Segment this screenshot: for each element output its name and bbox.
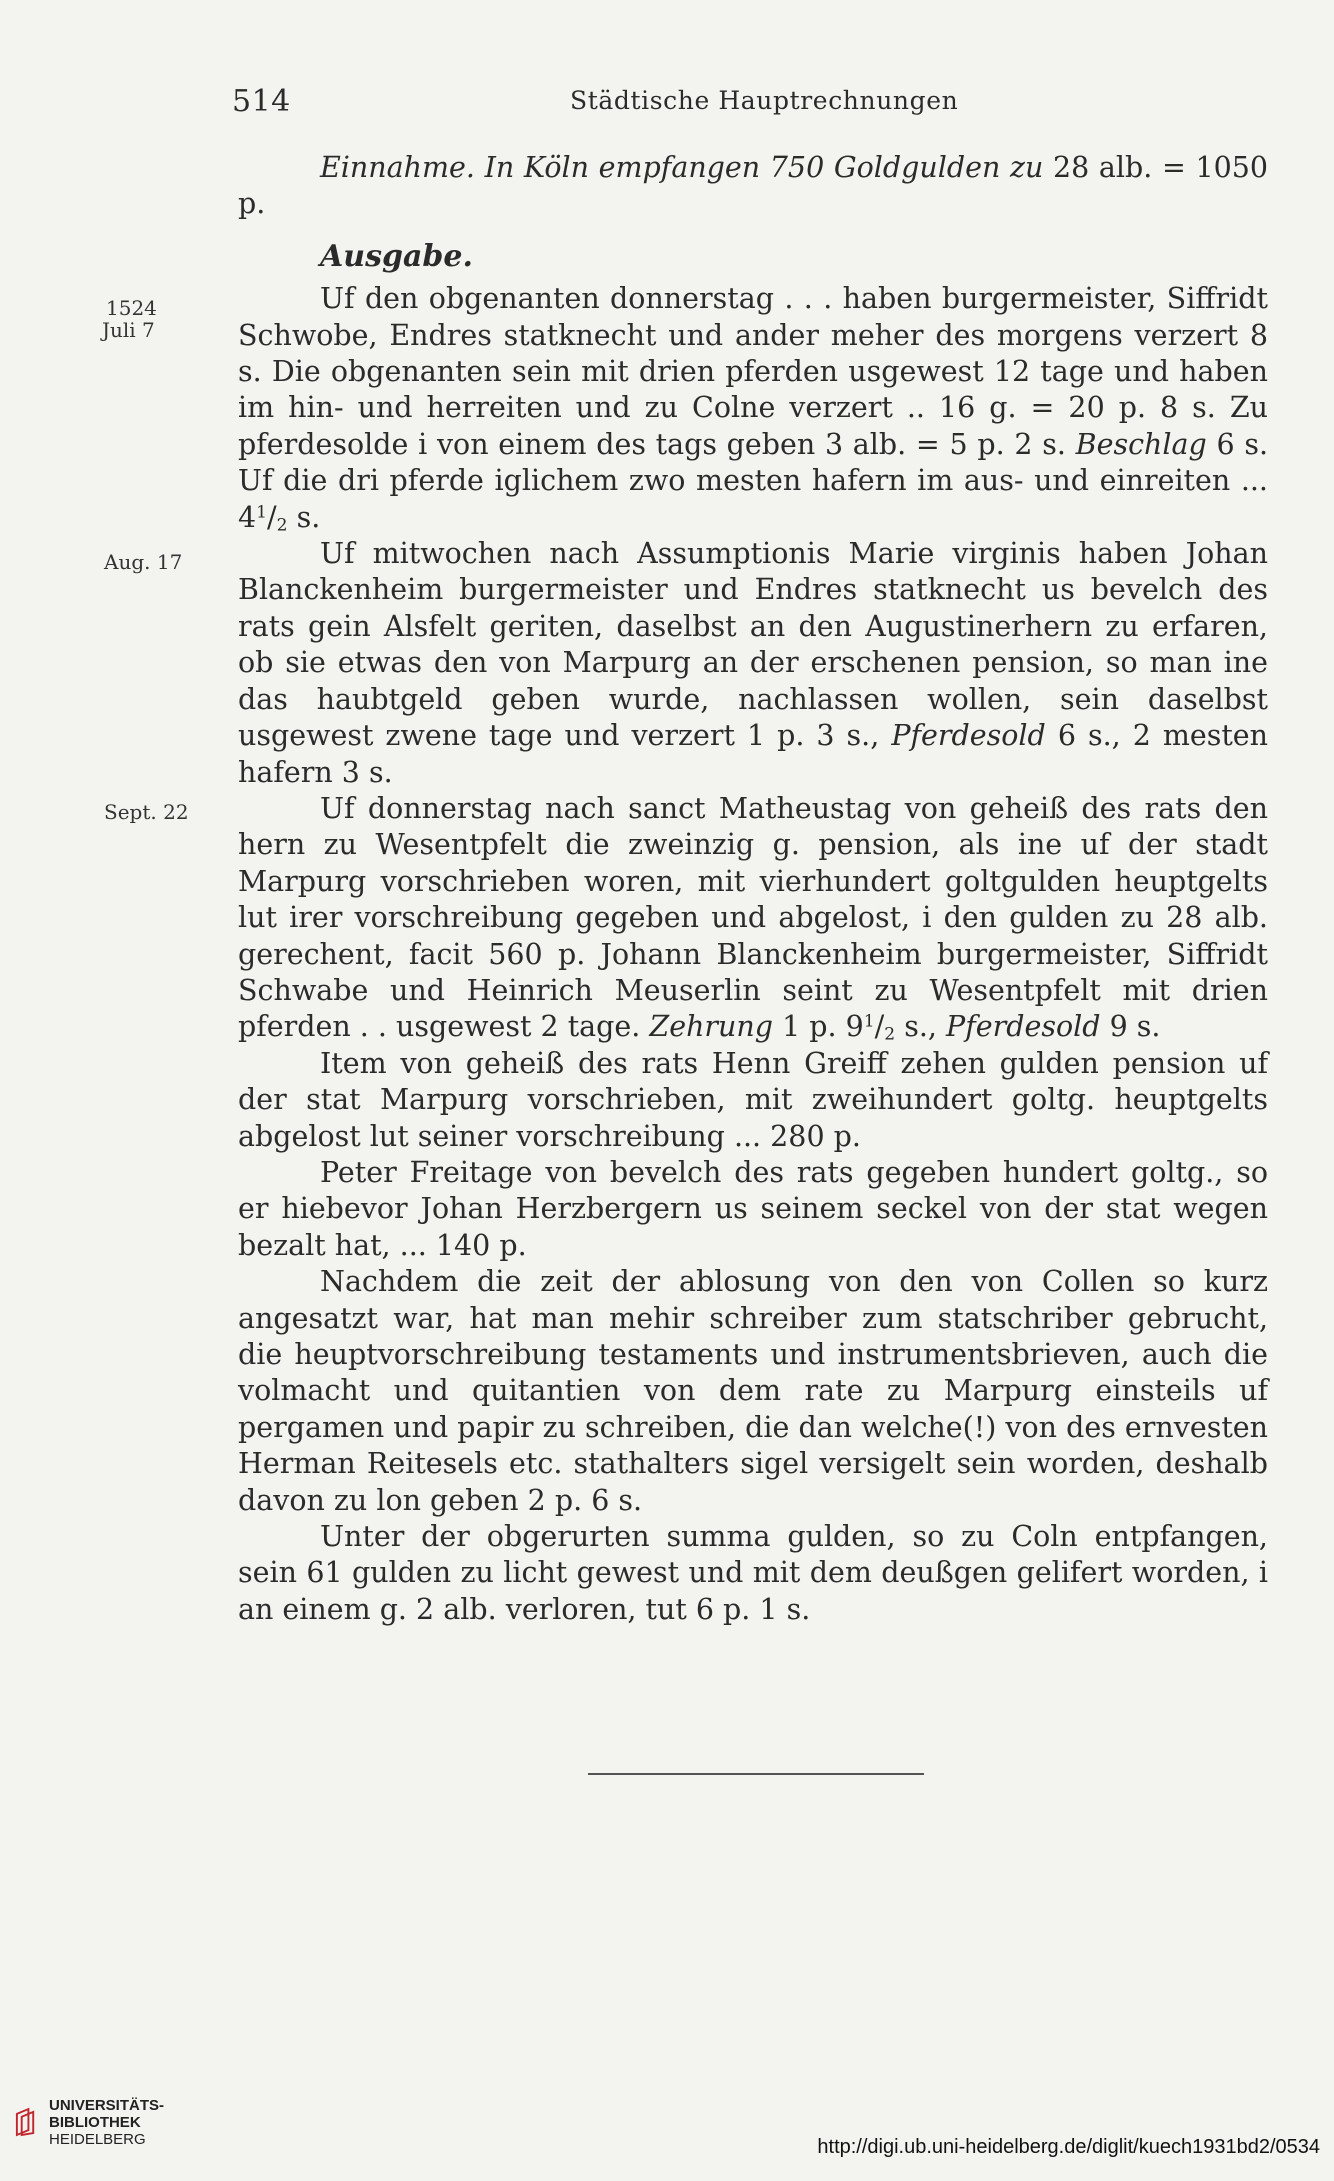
text-run: Uf mitwochen nach Assumptionis Marie virginis haben Johan Blanckenheim burgermeister und Endres statknecht us bevelch des rats gein Alsfelt geriten, daselbst an den Augustinerhern zu erfaren, ob sie etwas den von Marpurg an der erschenen pension, so man ine das haubtgeld geben wurde, nachlassen wollen, sein daselbst usgewest zwene tage und verzert 1 p. 3 s.,: [238, 537, 1268, 753]
italic-term: Zehrung: [649, 1010, 774, 1044]
fraction-denominator: 2: [276, 515, 288, 536]
logo-line-2: BIBLIOTHEK: [48, 2113, 141, 2131]
text-run: Uf den obgenanten donnerstag . . . haben burgermeister, Siffridt Schwobe, Endres statknecht und ander meher des morgens verzert 8 s. Die obgenanten sein mit drien pferden usgewest 12 tage und haben im hin- und herreiten und zu Colne verzert .. 16 g. = 20 p. 8 s. Zu pferdesolde i von einem des tags geben 3 alb. = 5 p. 2 s.: [238, 282, 1268, 461]
paragraph-henn-greiff: Item von geheiß des rats Henn Greiff zehen gulden pension uf der stat Marpurg vorschrieben, mit zweihundert goltg. heuptgelts abgelost lut seiner vorschreibung ... 280 p.: [238, 1046, 1268, 1153]
section-divider: [588, 1773, 924, 1775]
einnahme-text: In Köln empfangen 750 Goldgulden zu: [484, 151, 1044, 184]
source-url[interactable]: http://digi.ub.uni-heidelberg.de/diglit/kuech1931bd2/0534: [817, 2136, 1320, 2158]
margin-note-date-sept: Sept. 22: [104, 800, 189, 824]
library-logo: [14, 2086, 164, 2158]
margin-note-date-aug: Aug. 17: [104, 550, 183, 574]
fraction-denominator: 2: [884, 1024, 896, 1045]
einnahme-paragraph: [238, 150, 1268, 223]
text-run: 9 s.: [1109, 1010, 1161, 1044]
paragraph-peter-freitage: Peter Freitage von bevelch des rats gegeben hundert goltg., so er hiebevor Johan Herzbergern us seinem seckel von der stat wegen bezalt hat, ... 140 p.: [238, 1155, 1268, 1262]
logo-line-1: UNIVERSITÄTS-: [48, 2096, 164, 2114]
text-run: s.: [296, 500, 321, 534]
italic-term: Pferdesold: [891, 719, 1046, 753]
einnahme-label: Einnahme.: [320, 151, 475, 184]
text-run: 1 p. 9: [782, 1010, 864, 1044]
page-number: 514: [232, 84, 291, 119]
text-run: 6 s. Uf die dri pferde iglichem zwo mesten hafern im aus- und einreiten ... 4: [238, 427, 1268, 534]
fraction-numerator: 1: [256, 502, 268, 523]
italic-term: Beschlag: [1075, 427, 1207, 461]
paragraph-summa: Unter der obgerurten summa gulden, so zu Coln entpfangen, sein 61 gulden zu licht gewest und mit dem deußgen gelifert worden, i an einem g. 2 alb. verloren, tut 6 p. 1 s.: [238, 1520, 1268, 1626]
margin-note-date-juli: Juli 7: [102, 318, 155, 342]
paragraph-sept-22: Uf donnerstag nach sanct Matheustag von geheiß des rats den hern zu Wesentpfelt die zweinzig g. pension, als ine uf der stadt Marpurg vorschrieben woren, mit vierhundert goltgulden heuptgelts lut irer vorschreibung gegeben und abgelost, i den gulden zu 28 alb. gerechent, facit 560 p. Johann Blanckenheim burgermeister, Siffridt Schwabe und Heinrich Meuserlin seint zu Wesentpfelt mit drien pferden . . usgewest 2 tage. Zehrung 1 p. $9^1/2$ s., Pferdesold 9 s.: [238, 791, 1268, 1045]
running-title: Städtische Hauptrechnungen: [570, 86, 959, 115]
main-text: [238, 150, 1268, 1628]
italic-term: Pferdesold: [946, 1010, 1101, 1044]
paragraph-ablosung: Nachdem die zeit der ablosung von den von Collen so kurz angesatzt war, hat man mehir schreiber zum statschriber gebrucht, die heuptvorschreibung testaments und instrumentsbrieven, auch die volmacht und quitantien von dem rate zu Marpurg einsteils uf pergamen und papir zu schreiben, die dan welche(!) von des ernvesten Herman Reitesels etc. stathalters sigel versigelt sein worden, deshalb davon zu lon geben 2 p. 6 s.: [238, 1265, 1268, 1517]
text-run: 6 s., 2 mesten hafern 3 s.: [238, 719, 1269, 789]
ausgabe-heading: Ausgabe.: [320, 238, 473, 274]
paragraph-aug-17: [238, 536, 1268, 791]
university-library-logo-icon: [14, 2091, 39, 2153]
text-run: s.,: [904, 1010, 937, 1044]
logo-line-3: HEIDELBERG: [48, 2130, 146, 2148]
margin-note-year: 1524: [106, 296, 157, 320]
paragraph-juli-7: Uf den obgenanten donnerstag . . . haben burgermeister, Siffridt Schwobe, Endres statknecht und ander meher des morgens verzert 8 s. Die obgenanten sein mit drien pferden usgewest 12 tage und haben im hin- und herreiten und zu Colne verzert .. 16 g. = 20 p. 8 s. Zu pferdesolde i von einem des tags geben 3 alb. = 5 p. 2 s. Beschlag 6 s. Uf die dri pferde iglichem zwo mesten hafern im aus- und einreiten ... $4^1/2$ s.: [238, 282, 1268, 536]
fraction-numerator: 1: [863, 1011, 875, 1032]
einnahme-amount: 28 alb. = 1050 p.: [238, 151, 1269, 221]
text-run: Uf donnerstag nach sanct Matheustag von geheiß des rats den hern zu Wesentpfelt die zweinzig g. pension, als ine uf der stadt Marpurg vorschrieben woren, mit vierhundert goltgulden heuptgelts lut irer vorschreibung gegeben und abgelost, i den gulden zu 28 alb. gerechent, facit 560 p. Johann Blanckenheim burgermeister, Siffridt Schwabe und Heinrich Meuserlin seint zu Wesentpfelt mit drien pferden . . usgewest 2 tage.: [238, 791, 1268, 1044]
